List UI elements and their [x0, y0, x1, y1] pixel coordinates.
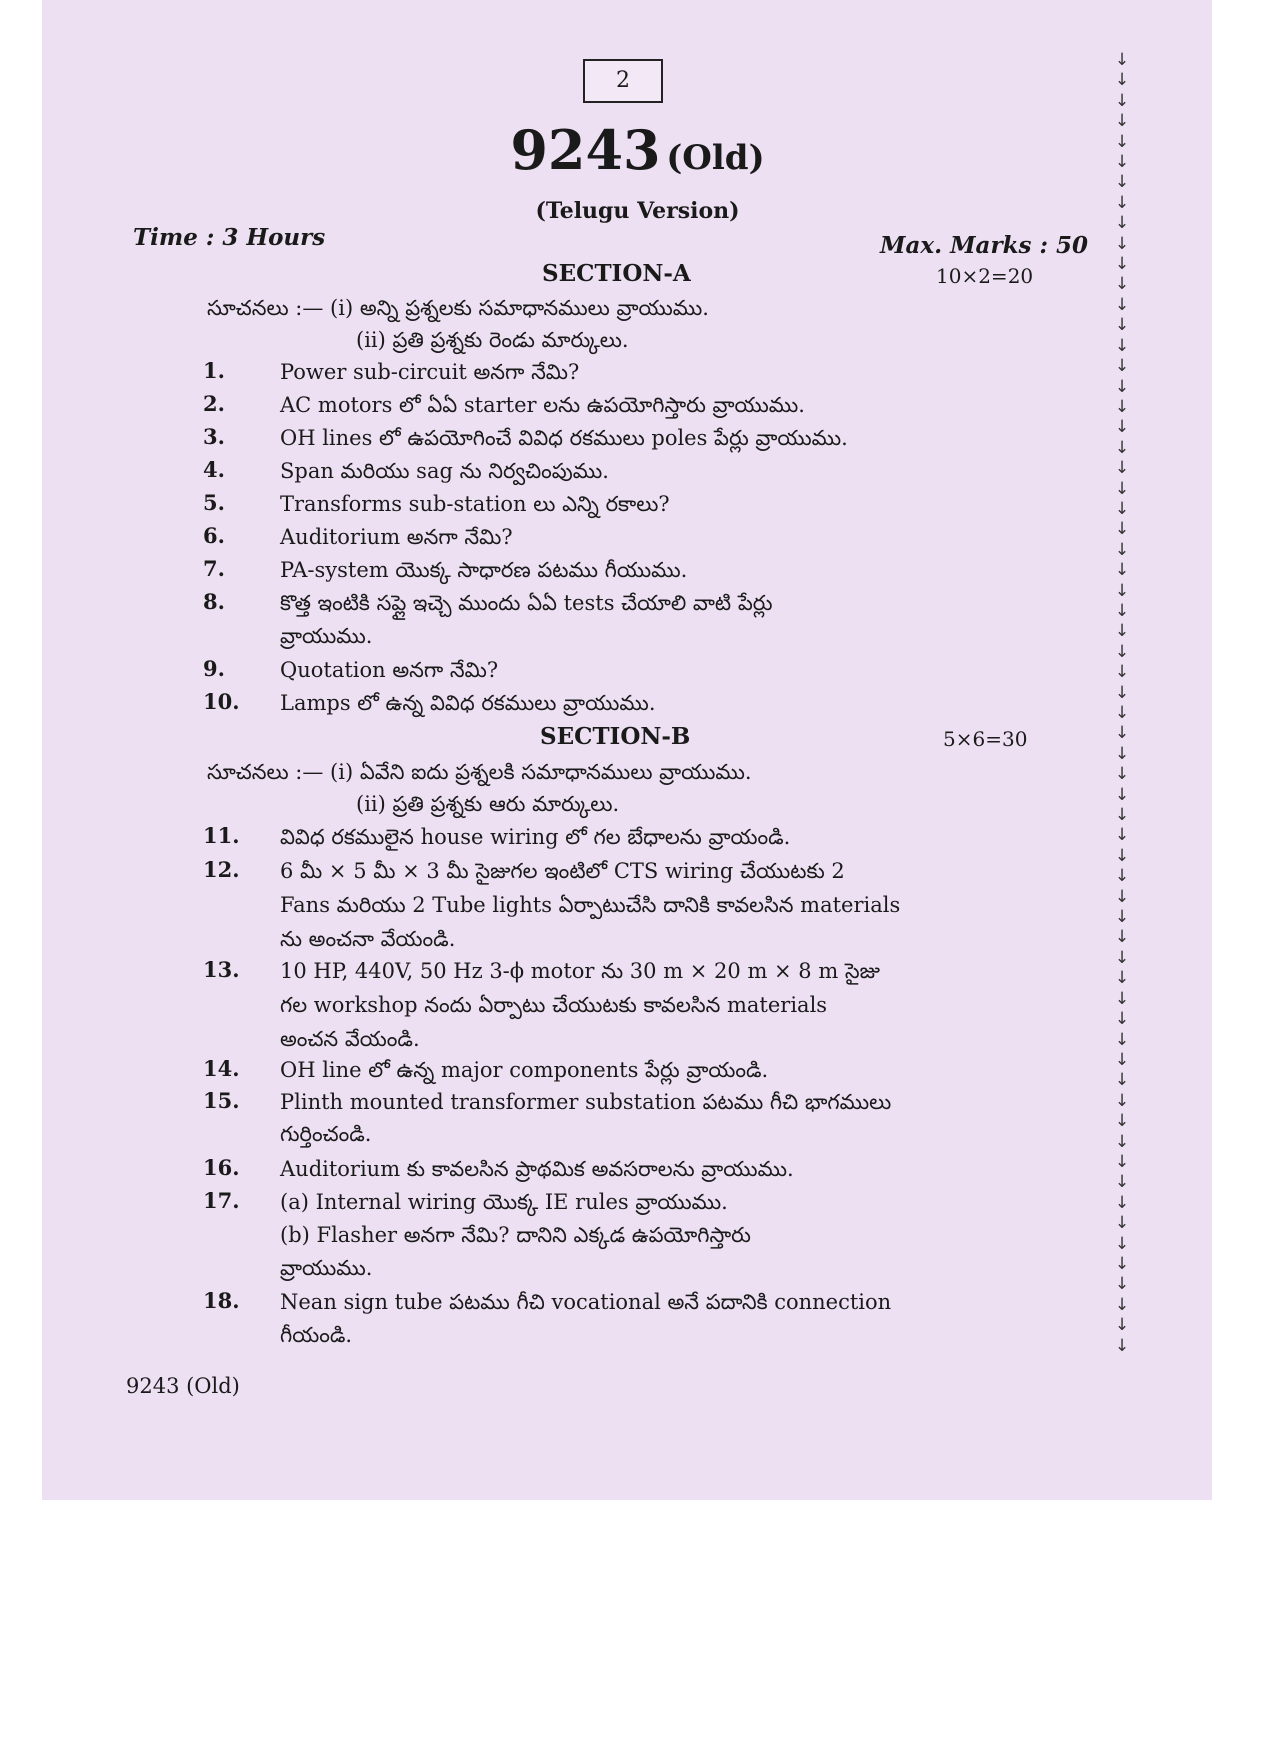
question-number: 18. — [203, 1288, 240, 1313]
question-text: కొత్త ఇంటికి సప్లై ఇచ్చె ముందు ఏఏ tests చేయాలి వాటి పేర్లు — [280, 591, 773, 615]
question-number: 2. — [203, 391, 225, 416]
question-number: 1. — [203, 358, 225, 383]
question-number: 10. — [203, 689, 240, 714]
question-number: 4. — [203, 457, 225, 482]
section-b-title: SECTION-B — [540, 723, 691, 750]
question-number: 7. — [203, 556, 225, 581]
question-number: 11. — [203, 823, 240, 848]
section-a-title: SECTION-A — [542, 260, 691, 287]
question-number: 9. — [203, 656, 225, 681]
question-text: OH line లో ఉన్న major components పేర్లు వ్రాయండి. — [280, 1058, 769, 1082]
question-text: Quotation అనగా నేమి? — [280, 658, 499, 682]
margin-arrows-decoration: ↓ ↓ ↓ ↓ ↓ ↓ ↓ ↓ ↓ ↓ ↓ ↓ ↓ ↓ ↓ ↓ ↓ ↓ ↓ ↓ ↓ ↓ ↓ ↓ ↓ ↓ ↓ ↓ ↓ ↓ ↓ ↓ ↓ ↓ ↓ ↓ ↓ ↓ ↓ ↓ ↓ ↓ ↓ ↓ ↓ ↓ ↓ ↓ ↓ ↓ ↓ ↓ ↓ ↓ ↓ ↓ ↓ ↓ ↓ ↓ ↓ ↓ ↓ ↓ — [1114, 50, 1130, 1356]
section-b-instruction-1: సూచనలు :— (i) ఏవేని ఐదు ప్రశ్నలకి సమాధానములు వ్రాయుము. — [207, 760, 752, 784]
question-text: వ్రాయుము. — [280, 624, 373, 648]
question-text: అంచన వేయండి. — [280, 1027, 420, 1051]
question-text: ను అంచనా వేయండి. — [280, 927, 456, 951]
question-text: Transforms sub-station లు ఎన్ని రకాలు? — [280, 492, 670, 516]
question-number: 15. — [203, 1088, 240, 1113]
paper-version: (Telugu Version) — [535, 198, 740, 224]
question-text: వివిధ రకములైన house wiring లో గల బేధాలను వ్రాయండి. — [280, 825, 791, 849]
section-a-instruction-2: (ii) ప్రతి ప్రశ్నకు రెండు మార్కులు. — [356, 328, 629, 352]
time-label: Time : 3 Hours — [133, 224, 326, 251]
question-text: AC motors లో ఏఏ starter లను ఉపయోగిస్తారు వ్రాయుము. — [280, 393, 805, 417]
question-text: Span మరియు sag ను నిర్వచింపుము. — [280, 459, 609, 483]
page-number-box: 2 — [583, 59, 663, 103]
question-text: Plinth mounted transformer substation పటము గీచి భాగములు — [280, 1090, 892, 1114]
question-text: OH lines లో ఉపయోగించే వివిధ రకములు poles పేర్లు వ్రాయుము. — [280, 426, 848, 450]
footer-code: 9243 (Old) — [126, 1374, 240, 1398]
question-text: 6 మీ × 5 మీ × 3 మీ సైజుగల ఇంటిలో CTS wiring చేయుటకు 2 — [280, 859, 845, 883]
question-number: 13. — [203, 957, 240, 982]
max-marks-label: Max. Marks : 50 — [880, 232, 1088, 259]
question-text: Lamps లో ఉన్న వివిధ రకములు వ్రాయుము. — [280, 691, 656, 715]
question-number: 5. — [203, 490, 225, 515]
question-text: PA-system యొక్క సాధారణ పటము గీయుము. — [280, 558, 688, 582]
question-number: 8. — [203, 589, 225, 614]
question-number: 17. — [203, 1188, 240, 1213]
question-text: (b) Flasher అనగా నేమి? దానిని ఎక్కడ ఉపయోగిస్తారు — [280, 1223, 751, 1247]
question-text: Power sub-circuit అనగా నేమి? — [280, 360, 580, 384]
question-number: 14. — [203, 1056, 240, 1081]
paper-code-number: 9243 — [510, 118, 661, 182]
question-text: Auditorium అనగా నేమి? — [280, 525, 513, 549]
question-text: గుర్తించండి. — [280, 1122, 372, 1146]
question-text: గీయండి. — [280, 1323, 353, 1347]
question-text: గల workshop నందు ఏర్పాటు చేయుటకు కావలసిన materials — [280, 993, 828, 1017]
question-text: Auditorium కు కావలసిన ప్రాథమిక అవసరాలను వ్రాయుము. — [280, 1157, 794, 1181]
section-a-instruction-1: సూచనలు :— (i) అన్ని ప్రశ్నలకు సమాధానములు వ్రాయుము. — [207, 296, 709, 320]
question-number: 12. — [203, 857, 240, 882]
question-text: (a) Internal wiring యొక్క IE rules వ్రాయుము. — [280, 1190, 728, 1214]
question-text: వ్రాయుము. — [280, 1256, 373, 1280]
section-b-instruction-2: (ii) ప్రతి ప్రశ్నకు ఆరు మార్కులు. — [356, 792, 620, 816]
question-text: Nean sign tube పటము గీచి vocational అనే పదానికి connection — [280, 1290, 892, 1314]
question-number: 16. — [203, 1155, 240, 1180]
paper-code-suffix: (Old) — [666, 138, 765, 178]
question-number: 3. — [203, 424, 225, 449]
question-number: 6. — [203, 523, 225, 548]
section-a-marks: 10×2=20 — [936, 264, 1034, 288]
paper-code — [0, 118, 1275, 182]
question-text: 10 HP, 440V, 50 Hz 3-ϕ motor ను 30 m × 20 m × 8 m సైజు — [280, 959, 881, 983]
section-b-marks: 5×6=30 — [943, 727, 1028, 751]
question-text: Fans మరియు 2 Tube lights ఏర్పాటుచేసి దానికి కావలసిన materials — [280, 893, 901, 917]
